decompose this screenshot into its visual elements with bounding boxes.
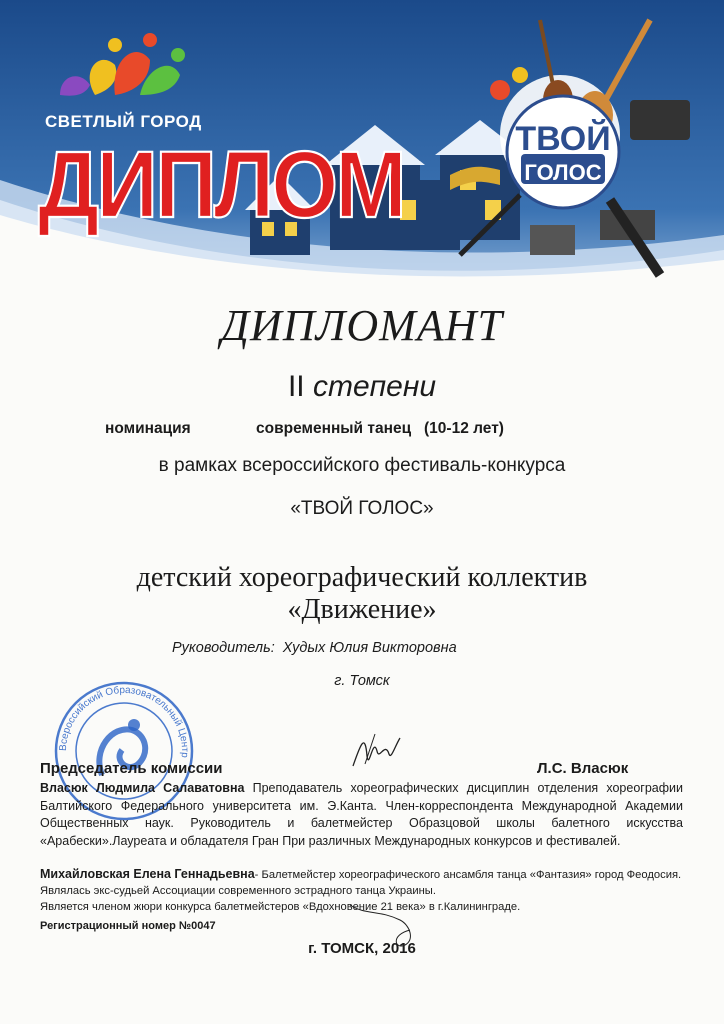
footer-city-year: г. ТОМСК, 2016: [308, 940, 416, 957]
group-line1: детский хореографический коллектив: [136, 562, 588, 593]
chair-name: Л.С. Власюк: [537, 760, 629, 777]
jury-member-1: [40, 780, 683, 850]
degree-word: степени: [312, 370, 437, 403]
header-banner: [0, 0, 724, 300]
context-line: в рамках всероссийского фестиваль-конкурса: [158, 455, 566, 476]
award-title: ДИПЛОМАНТ: [221, 301, 503, 350]
jury-member-2-name: Михайловская Елена Геннадьевна: [40, 867, 255, 881]
city-line: г. Томск: [334, 673, 390, 689]
brand-name: СВЕТЛЫЙ ГОРОД: [45, 112, 202, 131]
degree-roman: II: [287, 370, 305, 403]
stamp-text: Всероссийский Образовательный Центр: [57, 684, 191, 759]
nomination-label: номинация: [105, 420, 191, 437]
jury-member-1-name: Власюк Людмила Салаватовна: [40, 781, 245, 795]
jury-member-2-desc: - Балетмейстер хореографического ансамбля танца «Фантазия» город Феодосия. Являлась экс-судьей Ассоциации современного эстрадного танца Украины.: [40, 869, 682, 897]
chair-label: Председатель комиссии: [40, 760, 223, 777]
jury-member-1-desc: Преподаватель хореографических дисциплин отделения хореографии Балтийского Федерального университета им. Э.Канта. Член-корреспондента Международной Академии Общественных наук. Руководитель и балетмейстер Образцовой школы балетного искусства «Арабески».Лауреата и обладателя Гран При различных Международных конкурсов и фестивалей.: [40, 781, 683, 848]
svg-text:Всероссийский Образовательный: [58, 684, 190, 758]
signature-scribble: [345, 890, 430, 960]
registration-number: Регистрационный номер №0047: [40, 920, 216, 932]
festival-logo-line1: ТВОЙ: [515, 120, 611, 158]
jury-member-2-desc2: Является членом жюри конкурса балетмейстеров «Вдохновение 21 века» в г.Калининграде.: [40, 901, 521, 913]
group-line2: «Движение»: [287, 594, 437, 625]
diploma-heading: ДИПЛОМ: [38, 132, 404, 239]
festival-logo: [503, 92, 653, 222]
signature-chair: [345, 726, 405, 776]
nomination-value: современный танец (10-12 лет): [256, 420, 504, 437]
festival-name: «ТВОЙ ГОЛОС»: [290, 498, 434, 519]
festival-logo-line2: ГОЛОС: [524, 160, 602, 185]
leader-line: Руководитель: Худых Юлия Викторовна: [172, 640, 457, 656]
award-degree: [0, 370, 724, 404]
